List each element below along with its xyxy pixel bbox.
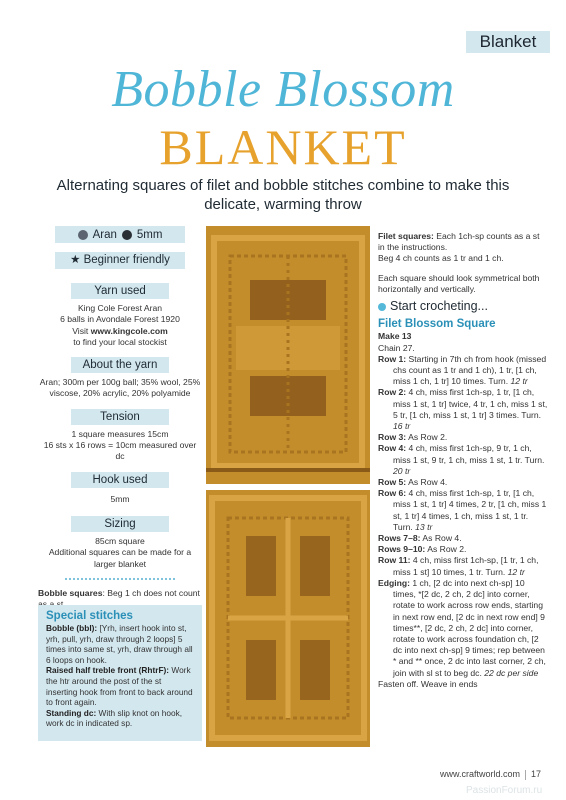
stitch-text: [Yrh, insert hook into st, yrh, pull, yrh, draw through 2 loops] 5 times into same st, yrh, draw through all 6 loops on hook. — [46, 623, 193, 665]
meta-pill — [55, 226, 185, 243]
about-yarn-text: Aran; 300m per 100g ball; 35% wool, 25% viscose, 20% acrylic, 20% polyamide — [39, 377, 201, 399]
row-stitch-count: 16 tr — [393, 421, 411, 432]
watermark: PassionForum.ru — [466, 785, 543, 796]
yarn-used-body — [38, 303, 202, 348]
chain-count: Chain 27. — [378, 342, 415, 353]
divider — [65, 578, 175, 580]
row-stitch-count: 20 tr — [393, 465, 411, 476]
row-text: 4 ch, miss first 1ch-sp, 9 tr, 1 ch, miss 1 st, 9 tr, 1 ch, miss 1 st, 1 tr. Turn. — [393, 443, 545, 465]
footer-url: www.craftworld.com — [440, 769, 521, 779]
filet-squares-note — [378, 231, 548, 253]
tension-body — [38, 429, 202, 463]
start-heading-text: Start crocheting... — [390, 299, 488, 314]
row-label: Row 2: — [378, 387, 407, 398]
row-text: 4 ch, miss first 1ch-sp, 1 tr, [1 ch, miss 1 st, 1 tr] 4 times, 2 tr, [1 ch, miss 1 st, 1 tr] 4 times, 1 ch, miss 1 st, 1 tr. Turn. — [393, 488, 547, 532]
tension-line1: 1 square measures 15cm — [71, 428, 169, 439]
sizing-line1: 85cm square — [95, 535, 145, 546]
row-text: As Row 2. — [406, 432, 448, 443]
row-stitch-count: 12 tr — [510, 376, 528, 387]
stitch-bobble — [46, 623, 194, 665]
fasten-off: Fasten off. Weave in ends — [378, 678, 478, 689]
hook-size: 5mm — [136, 228, 163, 241]
row-label: Row 3: — [378, 432, 407, 443]
yarn-weight: Aran — [92, 228, 117, 241]
crochet-texture-image — [206, 490, 370, 747]
sidebar-info — [38, 226, 202, 610]
bullet-dot-icon — [378, 303, 386, 311]
row-instruction — [378, 578, 548, 679]
blanket-photo-top — [206, 226, 370, 484]
sizing-line2: Additional squares can be made for a larger blanket — [48, 547, 192, 569]
visit-prefix: Visit — [72, 325, 89, 336]
row-text: 1 ch, [2 dc into next ch-sp] 10 times, *[2 dc, 2 ch, 2 dc] into corner, rotate to work across row ends, starting in next row end, [2 dc in next row end] 9 times**, [2 dc, 2 ch, 2 dc] into corner, rotate to work across foundation ch, [2 dc into next ch-sp] 9 times; rep between * and ** once, 2 dc into last corner, 2 ch, join with sl st to beg dc. — [393, 577, 546, 678]
page-title-main: BLANKET — [159, 119, 407, 175]
stitch-text: With slip knot on hook, work dc in indicated sp. — [46, 707, 183, 729]
row-instruction — [378, 544, 548, 555]
page-title-script: Bobble Blossom — [111, 61, 455, 118]
start-crocheting-heading — [378, 301, 548, 312]
square-title: Filet Blossom Square — [378, 318, 496, 331]
row-instruction — [378, 354, 548, 388]
yarn-used-heading: Yarn used — [71, 283, 169, 299]
pattern-column — [378, 231, 548, 690]
row-stitch-count: 13 tr — [415, 521, 433, 532]
row-label: Row 4: — [378, 443, 407, 454]
row-instructions — [378, 354, 548, 679]
stitch-standing-dc — [46, 708, 194, 729]
row-instruction — [378, 432, 548, 443]
row-instruction — [378, 387, 548, 432]
stitch-rhtrf — [46, 665, 194, 707]
yarn-stockist: to find your local stockist — [73, 336, 167, 347]
filet-squares-line2: Beg 4 ch counts as 1 tr and 1 ch. — [378, 253, 504, 264]
special-stitches-panel — [38, 605, 202, 741]
tension-heading: Tension — [71, 409, 169, 425]
row-text: Starting in 7th ch from hook (missed chs count as 1 tr and 1 ch), 1 tr, [1 ch, miss 1 ch, 1 tr] 10 times. Turn. — [393, 353, 547, 387]
row-text: As Row 4. — [420, 533, 462, 544]
row-text: 4 ch, miss first 1ch-sp, 1 tr, [1 ch, miss 1 st, 1 tr] twice, 4 tr, 1 ch, miss 1 st, 5 tr, [1 ch, miss 1 st, 1 tr] 3 times. Turn. — [393, 387, 548, 420]
bobble-squares-label: Bobble squares — [38, 587, 103, 598]
row-text: As Row 4. — [406, 477, 448, 488]
filet-squares-label: Filet squares: — [378, 231, 434, 241]
page-footer — [440, 769, 541, 780]
skill-level-badge: ★ Beginner friendly — [55, 252, 185, 269]
row-label: Edging: — [378, 577, 410, 588]
make-count: Make 13 — [378, 331, 412, 342]
tension-line2: 16 sts x 16 rows = 10cm measured over dc — [43, 440, 197, 462]
row-label: Rows 9–10: — [378, 544, 426, 555]
hook-used-heading: Hook used — [71, 472, 169, 488]
yarn-quantity: 6 balls in Avondale Forest 1920 — [60, 314, 180, 325]
row-label: Row 1: — [378, 353, 407, 364]
row-text: As Row 2. — [425, 544, 467, 555]
special-stitches-heading: Special stitches — [46, 610, 133, 622]
section-tag: Blanket — [466, 31, 550, 53]
row-instruction — [378, 488, 548, 533]
page-number: 17 — [531, 769, 542, 779]
row-label: Row 6: — [378, 488, 407, 499]
row-text: 4 ch, miss first 1ch-sp, [1 tr, 1 ch, miss 1 st] 10 times, 1 tr. Turn. — [393, 555, 539, 577]
yarn-name: King Cole Forest Aran — [77, 303, 163, 313]
row-label: Row 11: — [378, 555, 411, 566]
hook-used-text: 5mm — [110, 493, 130, 504]
bobble-squares-text: : Beg 1 ch does not count — [102, 587, 200, 598]
standfirst: Alternating squares of filet and bobble stitches combine to make this delicate, warming throw — [56, 177, 510, 213]
row-instruction — [378, 443, 548, 477]
stitch-label: Bobble (bbl): — [46, 623, 98, 633]
hook-icon — [122, 230, 132, 240]
stitch-label: Raised half treble front (RhtrF): — [46, 665, 170, 676]
sizing-body — [38, 536, 202, 570]
row-instruction — [378, 477, 548, 488]
crochet-texture-image — [206, 226, 370, 484]
sizing-heading: Sizing — [71, 516, 169, 532]
stitch-label: Standing dc: — [46, 707, 97, 718]
filet-squares-line3: Each square should look symmetrical both horizontally and vertically. — [378, 272, 540, 294]
about-yarn-heading: About the yarn — [71, 357, 169, 373]
row-instruction — [378, 555, 548, 577]
supplier-link[interactable]: www.kingcole.com — [90, 325, 168, 336]
blanket-photo-bottom — [206, 490, 370, 747]
filet-squares-text: Each 1ch-sp counts as a st in the instructions. — [378, 231, 540, 253]
row-label: Rows 7–8: — [378, 533, 421, 544]
row-label: Row 5: — [378, 477, 407, 488]
row-stitch-count: 12 tr — [507, 566, 525, 577]
yarn-ball-icon — [78, 230, 88, 240]
stitch-text: Work the htr around the post of the st inserting hook from front to back around to front again. — [46, 665, 193, 708]
yarn-visit — [38, 326, 202, 337]
row-stitch-count: 22 dc per side — [484, 667, 539, 678]
row-instruction — [378, 533, 548, 544]
